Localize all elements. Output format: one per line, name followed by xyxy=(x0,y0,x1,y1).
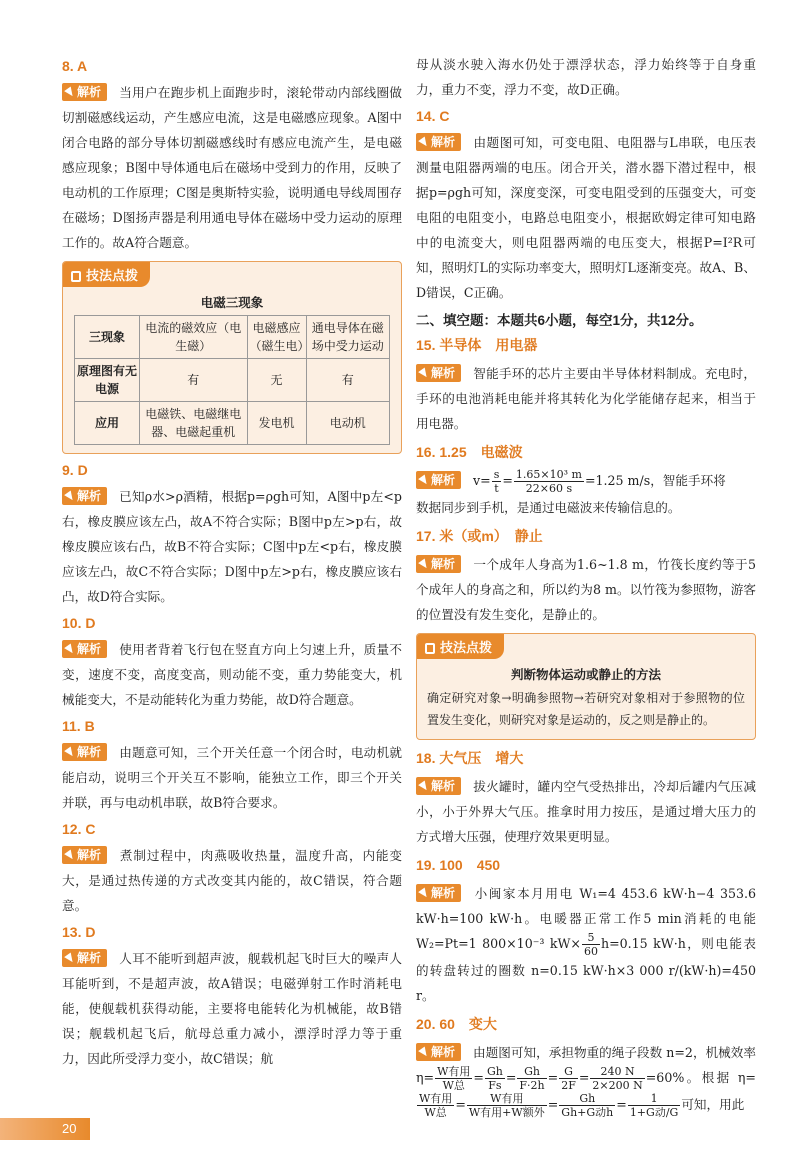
pen-icon xyxy=(64,87,76,99)
right-column xyxy=(416,52,756,1123)
explanation-20: 解析 由题图可知，承担物重的绳子段数 n=2，机械效率 η= $\frac{\text{W有用}}{\text{W总}}$ = $\frac{Gh}{Fs}$ = $\frac{Gh}{F\cdot 2h}$ = $\frac{G}{2F}$ = $\frac{240 N}{2\times 200 N}$ =60%。根据 η= $\frac{\text{W有用}}{\text{W总}}$ = $\frac{\text{W有用}}{\text{W有用+W额外}}$ = $\frac{Gh}{\text{Gh+G动h}}$ = $\frac{1}{\text{1+G动/G}}$ 可知，用此 xyxy=(416,1045,756,1119)
explanation-15: 解析 智能手环的芯片主要由半导体材料制成。充电时，手环的电池消耗电能并将其转化为化学能储存起来，相当于用电器。 xyxy=(416,366,756,431)
explanation-9: 解析 已知ρ水>ρ酒精，根据p=ρgh可知，A图中p左<p右，橡皮膜应该左凸，故A不符合实际；B图中p左>p右，故橡皮膜应该右凸，故B不符合实际；C图中p左<p右，橡皮膜应该左凸，故C不符合实际；D图中p左>p右，橡皮膜应该右凸，故D符合实际。 xyxy=(62,489,402,604)
em-table xyxy=(74,315,390,445)
section-heading: 二、填空题：本题共6小题，每空1分，共12分。 xyxy=(416,313,703,328)
fraction: $\frac{G}{2F}$ xyxy=(561,1065,576,1092)
fraction: $\frac{Gh}{Fs}$ xyxy=(486,1065,503,1092)
fraction: $\frac{Gh}{\text{Gh+G动h}}$ xyxy=(561,1092,614,1119)
explanation-10: 解析 使用者背着飞行包在竖直方向上匀速上升，质量不变，速度不变，高度变高，则动能不变，重力势能变大，机械能变大，不是动能转化为重力势能，故D符合题意。 xyxy=(62,642,402,707)
tip-text: 确定研究对象→明确参照物→若研究对象相对于参照物的位置发生变化，则研究对象是运动的，反之则是静止的。 xyxy=(427,691,745,727)
analysis-tag: 解析 xyxy=(416,364,461,382)
analysis-tag: 解析 xyxy=(416,1043,461,1061)
answer-12: 12. C xyxy=(62,821,96,837)
pen-icon xyxy=(418,1047,430,1059)
page-number: 20 xyxy=(0,1118,90,1140)
explanation-13-cont: 母从淡水驶入海水仍处于漂浮状态，浮力始终等于自身重力，重力不变，浮力不变，故D正确。 xyxy=(416,57,756,97)
explanation-14: 解析 由题图可知，可变电阻、电阻器与L串联，电压表测量电阻器两端的电压。闭合开关，潜水器下潜过程中，根据p=ρgh可知，深度变深，可变电阻受到的压强变大，可变电阻的电阻变小，电路总电阻变小，根据欧姆定律可知电路中的电流变大，则电阻器两端的电压变大，根据P=I²R可知，照明灯L的实际功率变大，照明灯L逐渐变亮。故A、B、D错误，C正确。 xyxy=(416,135,756,300)
analysis-tag: 解析 xyxy=(416,471,461,489)
tip-title: 电磁三现象 xyxy=(200,296,264,310)
explanation-18: 解析 拔火罐时，罐内空气受热排出，冷却后罐内气压减小，小于外界大气压。推拿时用力按压，是通过增大压力的方式增大压强，使理疗效果更明显。 xyxy=(416,779,756,844)
tip-box-motion xyxy=(416,633,756,740)
pen-icon xyxy=(64,644,76,656)
tip-box-em xyxy=(62,261,402,454)
fraction: $\frac{\text{W有用}}{\text{W总}}$ xyxy=(437,1065,471,1092)
explanation-16: 解析 v= $\frac{s}{t}$ = $\frac{\text{1.65×10³ m}}{22\times 60 s}$ =1.25 m/s，智能手环将 数据同步到手机，是通过电磁波来传输信息的。 xyxy=(416,468,726,515)
left-column xyxy=(62,52,402,1075)
analysis-tag: 解析 xyxy=(62,83,107,101)
tip-header: 技法点拨 xyxy=(417,634,504,659)
fraction: $\frac{240 N}{2\times 200 N}$ xyxy=(592,1065,643,1092)
pen-icon xyxy=(418,559,430,571)
pen-icon xyxy=(418,475,430,487)
answer-19: 19. 100 450 xyxy=(416,857,501,873)
analysis-tag: 解析 xyxy=(62,846,107,864)
analysis-tag: 解析 xyxy=(416,555,461,573)
explanation-11: 解析 由题意可知，三个开关任意一个闭合时，电动机就能启动，说明三个开关互不影响，能独立工作，即三个开关并联，再与电动机串联，故B符合要求。 xyxy=(62,745,402,810)
fraction: $\frac{1}{\text{1+G动/G}}$ xyxy=(629,1092,679,1119)
answer-11: 11. B xyxy=(62,718,95,734)
pen-icon xyxy=(418,781,430,793)
analysis-tag: 解析 xyxy=(62,640,107,658)
table-row: 三现象 电流的磁效应（电生磁） 电磁感应（磁生电） 通电导体在磁场中受力运动 xyxy=(75,316,390,359)
answer-16: 16. 1.25 电磁波 xyxy=(416,444,523,460)
analysis-tag: 解析 xyxy=(416,777,461,795)
pen-icon xyxy=(64,953,76,965)
pen-icon xyxy=(418,368,430,380)
answer-14: 14. C xyxy=(416,108,450,124)
analysis-tag: 解析 xyxy=(62,487,107,505)
analysis-tag: 解析 xyxy=(62,949,107,967)
explanation-13: 解析 人耳不能听到超声波，舰载机起飞时巨大的噪声人耳能听到，不是超声波，故A错误；电磁弹射工作时消耗电能，使舰载机获得动能，主要将电能转化为机械能，故B错误；舰载机起飞后，航母总重力减小，漂浮时浮力等于重力，因此所受浮力变小，故C错误；航 xyxy=(62,951,402,1066)
fraction: $\frac{5}{60}$ xyxy=(583,931,598,958)
answer-10: 10. D xyxy=(62,615,96,631)
answer-8: 8. A xyxy=(62,58,88,74)
fraction: $\frac{\text{1.65×10³ m}}{22\times 60 s}$ xyxy=(515,468,582,495)
table-row: 应用 电磁铁、电磁继电器、电磁起重机 发电机 电动机 xyxy=(75,402,390,445)
explanation-8: 解析 当用户在跑步机上面跑步时，滚轮带动内部线圈做切割磁感线运动，产生感应电流，这是电磁感应现象。A图中闭合电路的部分导体切割磁感线时有感应电流产生，是电磁感应现象；B图中导体通电后在磁场中受到力的作用，反映了电动机的工作原理；C图是奥斯特实验，说明通电导线周围存在磁场；D图扬声器是利用通电导体在磁场中受力运动的原理工作的。故A符合题意。 xyxy=(62,85,402,250)
explanation-12: 解析 煮制过程中，肉燕吸收热量，温度升高，内能变大，是通过热传递的方式改变其内能的，故C错误，符合题意。 xyxy=(62,848,402,913)
answer-15: 15. 半导体 用电器 xyxy=(416,337,538,353)
fraction: $\frac{Gh}{F\cdot 2h}$ xyxy=(519,1065,545,1092)
answer-18: 18. 大气压 增大 xyxy=(416,750,524,766)
fraction: $\frac{\text{W有用}}{\text{W有用+W额外}}$ xyxy=(468,1092,545,1119)
analysis-tag: 解析 xyxy=(416,884,461,902)
book-icon xyxy=(71,271,81,282)
pen-icon xyxy=(418,137,430,149)
answer-9: 9. D xyxy=(62,462,88,478)
answer-20: 20. 60 变大 xyxy=(416,1016,497,1032)
pen-icon xyxy=(418,888,430,900)
pen-icon xyxy=(64,850,76,862)
explanation-19: 解析 小闽家本月用电 W₁=4 453.6 kW·h−4 353.6 kW·h=100 kW·h。电暖器正常工作5 min消耗的电能 W₂=Pt=1 800×10⁻³ kW× $\frac{5}{60}$ h=0.15 kW·h，则电能表的转盘转过的圈数 n=0.15 kW·h×3 000 r/(kW·h)=450 r。 xyxy=(416,886,756,1003)
book-icon xyxy=(425,643,435,654)
pen-icon xyxy=(64,747,76,759)
tip-title: 判断物体运动或静止的方法 xyxy=(510,668,661,682)
explanation-17: 解析 一个成年人身高为1.6~1.8 m，竹筏长度约等于5个成年人的身高之和，所以约为8 m。以竹筏为参照物，游客的位置没有发生变化，是静止的。 xyxy=(416,557,756,622)
answer-17: 17. 米（或m） 静止 xyxy=(416,528,543,544)
table-row: 原理图有无电源 有 无 有 xyxy=(75,359,390,402)
fraction: $\frac{\text{W有用}}{\text{W总}}$ xyxy=(419,1092,453,1119)
analysis-tag: 解析 xyxy=(416,133,461,151)
tip-header: 技法点拨 xyxy=(63,262,150,287)
analysis-tag: 解析 xyxy=(62,743,107,761)
fraction: $\frac{s}{t}$ xyxy=(493,468,500,495)
answer-13: 13. D xyxy=(62,924,96,940)
pen-icon xyxy=(64,491,76,503)
